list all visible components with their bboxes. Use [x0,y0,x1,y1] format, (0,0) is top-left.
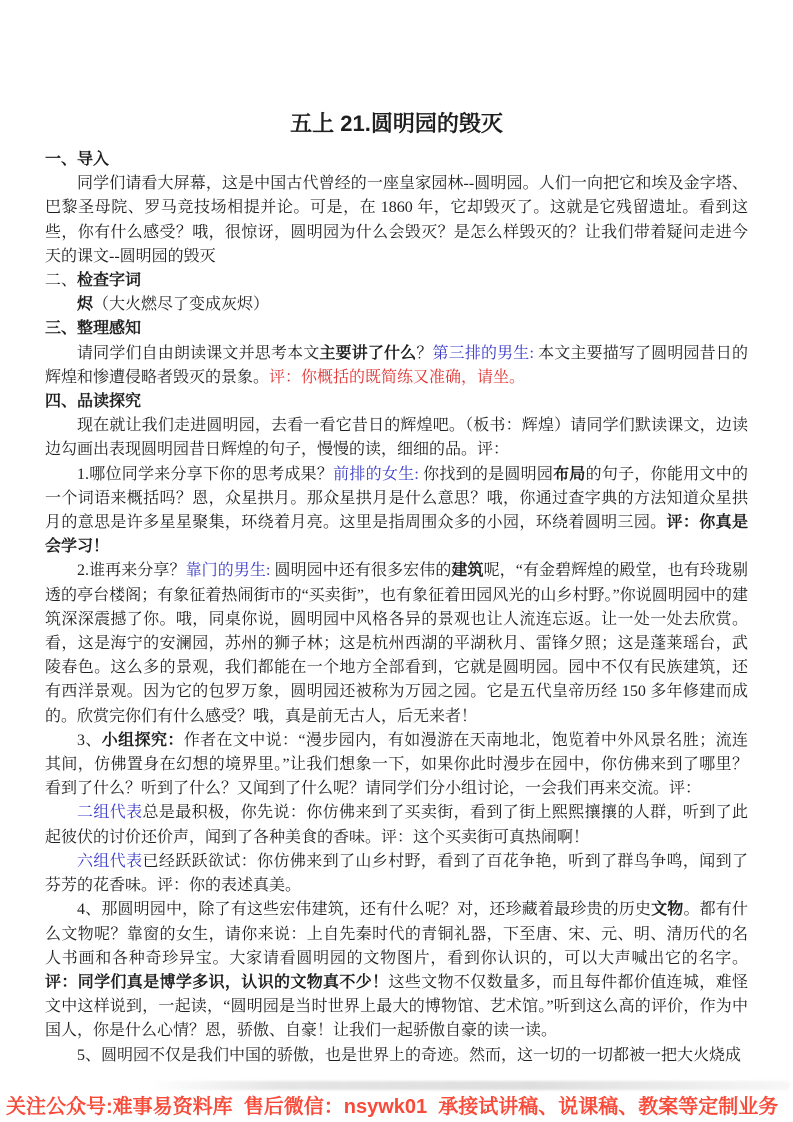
text-run: 二组代表 [77,804,143,822]
text-run: 你找到的是圆明园 [418,465,554,483]
text-run: ？ [416,344,433,362]
paragraph [45,414,748,462]
page-title: 五上 21.圆明园的毁灭 [290,111,503,136]
section-heading [45,148,748,172]
text-run: （大火燃尽了变成灰烬） [93,296,270,314]
document-content [45,110,748,1068]
text-run: 第三排的男生: [432,344,534,362]
text-run: 三、整理感知 [45,320,142,338]
text-run: 1.哪位同学来分享下你的思考成果？ [77,465,334,483]
document-body [45,148,748,1068]
text-run: 小组探究： [101,731,184,749]
text-run: 5、圆明园不仅是我们中国的骄傲，也是世界上的奇迹。然而，这一切的一切都被一把大火烧成 [77,1046,742,1064]
section-heading [45,390,748,414]
text-run: 一、导入 [45,151,110,168]
text-run: 3、 [77,731,102,749]
text-run: 的句子，你能用文中的一个词语来概括吗？恩，众星拱月。那众星拱月是什么意思？哦，你通过查字典的方法知道众星拱月的意思是许多星星聚集，环绕着月亮。这里是指周围众多的小园，环绕着圆明三园。 [45,465,748,532]
paragraph [45,559,748,728]
paragraph [45,1044,748,1068]
text-run: 已经跃跃欲试：你仿佛来到了山乡村野，看到了百花争艳，听到了群鸟争鸣，闻到了芬芳的花香味。评：你的表述真美。 [45,852,748,895]
text-run: 圆明园中还有很多宏伟的 [270,562,452,580]
text-run: 四、品读探究 [45,393,142,411]
footer-promo-banner: 关注公众号:难事易资料库 售后微信：nsywk01 承接试讲稿、说课稿、教案等定制业务 [6,1096,779,1118]
text-run: 检查字词 [77,272,142,290]
text-run: 现在就让我们走进圆明园，去看一看它昔日的辉煌吧。（板书：辉煌）请同学们默读课文，边读边勾画出表现圆明园昔日辉煌的句子，慢慢的读，细细的品。评： [45,417,748,459]
section-heading [45,269,748,293]
text-run: 评：你概括的既简练又准确，请坐。 [269,368,526,386]
text-run: 4、那圆明园中，除了有这些宏伟建筑，还有什么呢？对，还珍藏着最珍贵的历史 [77,901,652,919]
text-run: 呢，“有金碧辉煌的殿堂，也有玲珑剔透的亭台楼阁；有象征着热闹街市的“买卖街”，也有象征着田园风光的山乡村野。”你说圆明园中的建筑深深震撼了你。哦，同桌你说，圆明园中风格各异的景观也让人流连忘返。让一处一处去欣赏。看，这是海宁的安澜园，苏州的狮子林；这是杭州西湖的平湖秋月、雷锋夕照；这是蓬莱瑶台，武陵春色。这么多的景观，我们都能在一个地方全部看到，它就是圆明园。园中不仅有民族建筑，还有西洋景观。因为它的包罗万象，圆明园还被称为万园之园。它是五代皇帝历经 150 多年修建而成的。欣赏完你们有什么感受？哦，真是前无古人，后无来者！ [45,562,748,725]
paragraph [45,898,748,1043]
text-run: 作者在文中说：“漫步园内，有如漫游在天南地北，饱览着中外风景名胜；流连其间，仿佛置身在幻想的境界里。”让我们想象一下，如果你此时漫步在园中，你仿佛来到了哪里？看到了什么？听到了什么？又闻到了什么呢？请同学们分小组讨论，一会我们再来交流。评： [45,731,748,798]
text-run: 评：你真是会学习！ [45,514,748,556]
text-run: 文物 [651,901,684,919]
text-run: 。都有什么文物呢？靠窗的女生，请你来说：上自先秦时代的青铜礼器，下至唐、宋、元、明、清历代的名人书画和各种奇珍异宝。大家请看圆明园的文物图片，看到你认识的，可以大声喊出它的名字。 [45,901,748,967]
paragraph [45,172,748,269]
text-run: 前排的女生: [333,465,419,483]
paragraph [45,729,748,802]
text-run: 请同学们自由朗读课文并思考本文 [77,344,320,362]
text-run: 评：同学们真是博学多识，认识的文物真不少！ [45,973,389,991]
text-run: 同学们请看大屏幕，这是中国古代曾经的一座皇家园林--圆明园。人们一向把它和埃及金字塔、巴黎圣母院、罗马竞技场相提并论。可是，在 1860 年，它却毁灭了。这就是它残留遗址。看到这些，你有什么感受？哦，很惊讶，圆明园为什么会毁灭？是怎么样毁灭的？让我们带着疑问走进今天的课文--圆明园的毁灭 [45,175,748,265]
section-heading [45,317,748,341]
text-run: 本文主要描写了圆明园昔日的辉煌和惨遭侵略者毁灭的景象。 [45,344,748,386]
text-run: 2.谁再来分享？ [77,562,186,580]
paragraph [45,850,748,898]
paragraph [45,463,748,560]
smudge-decoration [150,1081,790,1090]
paragraph [45,293,748,317]
text-run: 靠门的男生: [185,562,271,580]
text-run: 这些文物不仅数量多，而且每件都价值连城，难怪文中这样说到，一起读，“圆明园是当时世界上最大的博物馆、艺术馆。”听到这么高的评价，作为中国人，你是什么心情？恩，骄傲、自豪！让我们一起骄傲自豪的读一读。 [45,973,748,1040]
text-run: 烬 [77,296,94,314]
paragraph [45,801,748,849]
text-run: 布局 [553,465,586,483]
text-run: 建筑 [451,562,484,580]
paragraph [45,342,748,390]
text-run: 二、 [45,272,78,290]
text-run: 总是最积极，你先说：你仿佛来到了买卖街，看到了街上熙熙攘攘的人群，听到了此起彼伏的讨价还价声，闻到了各种美食的香味。评：这个买卖街可真热闹啊！ [45,804,748,846]
text-run: 六组代表 [77,852,143,870]
text-run: 主要讲了什么 [319,344,417,362]
